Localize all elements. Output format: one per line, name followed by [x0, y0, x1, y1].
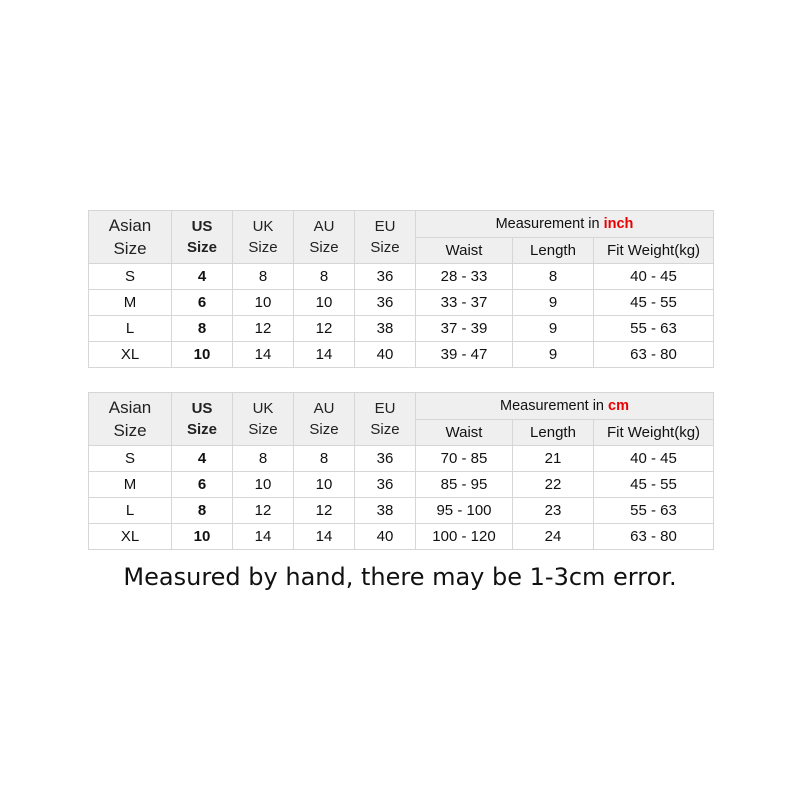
- cell-us: 10: [172, 524, 233, 550]
- measurement-title: Measurement in inch: [416, 211, 714, 238]
- header-waist: Waist: [416, 420, 513, 446]
- header-eu-size: EU Size: [355, 393, 416, 446]
- cell-asian: L: [89, 316, 172, 342]
- header-us-size: US Size: [172, 393, 233, 446]
- cell-au: 12: [294, 498, 355, 524]
- cell-eu: 36: [355, 446, 416, 472]
- cell-us: 8: [172, 316, 233, 342]
- header-fit-weight: Fit Weight(kg): [594, 238, 714, 264]
- table-row: [89, 316, 714, 342]
- cell-uk: 12: [233, 316, 294, 342]
- cell-uk: 10: [233, 472, 294, 498]
- header-asian-size: Asian Size: [89, 211, 172, 264]
- cell-asian: M: [89, 472, 172, 498]
- header-us-size: US Size: [172, 211, 233, 264]
- size-table-cm: [88, 392, 714, 550]
- table-row: [89, 524, 714, 550]
- header-uk-size: UK Size: [233, 393, 294, 446]
- table-row: [89, 498, 714, 524]
- cell-asian: L: [89, 498, 172, 524]
- header-asian-size: Asian Size: [89, 393, 172, 446]
- cell-uk: 14: [233, 342, 294, 368]
- cell-weight: 55 - 63: [594, 498, 714, 524]
- header-au-size: AU Size: [294, 393, 355, 446]
- cell-asian: M: [89, 290, 172, 316]
- cell-asian: XL: [89, 524, 172, 550]
- cell-eu: 38: [355, 316, 416, 342]
- cell-weight: 40 - 45: [594, 446, 714, 472]
- cell-length: 22: [513, 472, 594, 498]
- cell-us: 10: [172, 342, 233, 368]
- cell-weight: 55 - 63: [594, 316, 714, 342]
- cell-us: 8: [172, 498, 233, 524]
- cell-asian: S: [89, 264, 172, 290]
- cell-au: 14: [294, 342, 355, 368]
- header-length: Length: [513, 238, 594, 264]
- cell-us: 6: [172, 472, 233, 498]
- cell-weight: 45 - 55: [594, 290, 714, 316]
- cell-length: 24: [513, 524, 594, 550]
- header-fit-weight: Fit Weight(kg): [594, 420, 714, 446]
- cell-asian: XL: [89, 342, 172, 368]
- cell-us: 4: [172, 264, 233, 290]
- cell-eu: 40: [355, 342, 416, 368]
- cell-waist: 39 - 47: [416, 342, 513, 368]
- cell-eu: 36: [355, 264, 416, 290]
- table-row: [89, 264, 714, 290]
- cell-waist: 33 - 37: [416, 290, 513, 316]
- cell-length: 9: [513, 342, 594, 368]
- cell-eu: 36: [355, 472, 416, 498]
- size-table-inch: [88, 210, 714, 368]
- cell-waist: 28 - 33: [416, 264, 513, 290]
- cell-uk: 8: [233, 446, 294, 472]
- cell-waist: 95 - 100: [416, 498, 513, 524]
- cell-waist: 85 - 95: [416, 472, 513, 498]
- cell-uk: 8: [233, 264, 294, 290]
- header-length: Length: [513, 420, 594, 446]
- cell-au: 10: [294, 290, 355, 316]
- table-row: [89, 290, 714, 316]
- table-row: [89, 472, 714, 498]
- header-waist: Waist: [416, 238, 513, 264]
- cell-eu: 36: [355, 290, 416, 316]
- unit-label: inch: [603, 216, 634, 232]
- cell-length: 21: [513, 446, 594, 472]
- header-au-size: AU Size: [294, 211, 355, 264]
- table-row: [89, 446, 714, 472]
- cell-length: 8: [513, 264, 594, 290]
- cell-us: 4: [172, 446, 233, 472]
- cell-uk: 10: [233, 290, 294, 316]
- cell-length: 9: [513, 290, 594, 316]
- cell-au: 8: [294, 446, 355, 472]
- cell-au: 12: [294, 316, 355, 342]
- unit-label: cm: [608, 398, 629, 414]
- cell-length: 9: [513, 316, 594, 342]
- header-row: [89, 393, 714, 420]
- cell-weight: 45 - 55: [594, 472, 714, 498]
- table-row: [89, 342, 714, 368]
- cell-weight: 40 - 45: [594, 264, 714, 290]
- cell-uk: 12: [233, 498, 294, 524]
- cell-eu: 40: [355, 524, 416, 550]
- measurement-note: Measured by hand, there may be 1-3cm error.: [123, 563, 677, 591]
- cell-au: 8: [294, 264, 355, 290]
- cell-eu: 38: [355, 498, 416, 524]
- cell-weight: 63 - 80: [594, 524, 714, 550]
- measurement-title: Measurement in cm: [416, 393, 714, 420]
- cell-waist: 37 - 39: [416, 316, 513, 342]
- cell-au: 10: [294, 472, 355, 498]
- header-uk-size: UK Size: [233, 211, 294, 264]
- cell-us: 6: [172, 290, 233, 316]
- header-row: [89, 211, 714, 238]
- cell-uk: 14: [233, 524, 294, 550]
- cell-weight: 63 - 80: [594, 342, 714, 368]
- cell-au: 14: [294, 524, 355, 550]
- cell-asian: S: [89, 446, 172, 472]
- cell-length: 23: [513, 498, 594, 524]
- cell-waist: 70 - 85: [416, 446, 513, 472]
- cell-waist: 100 - 120: [416, 524, 513, 550]
- header-eu-size: EU Size: [355, 211, 416, 264]
